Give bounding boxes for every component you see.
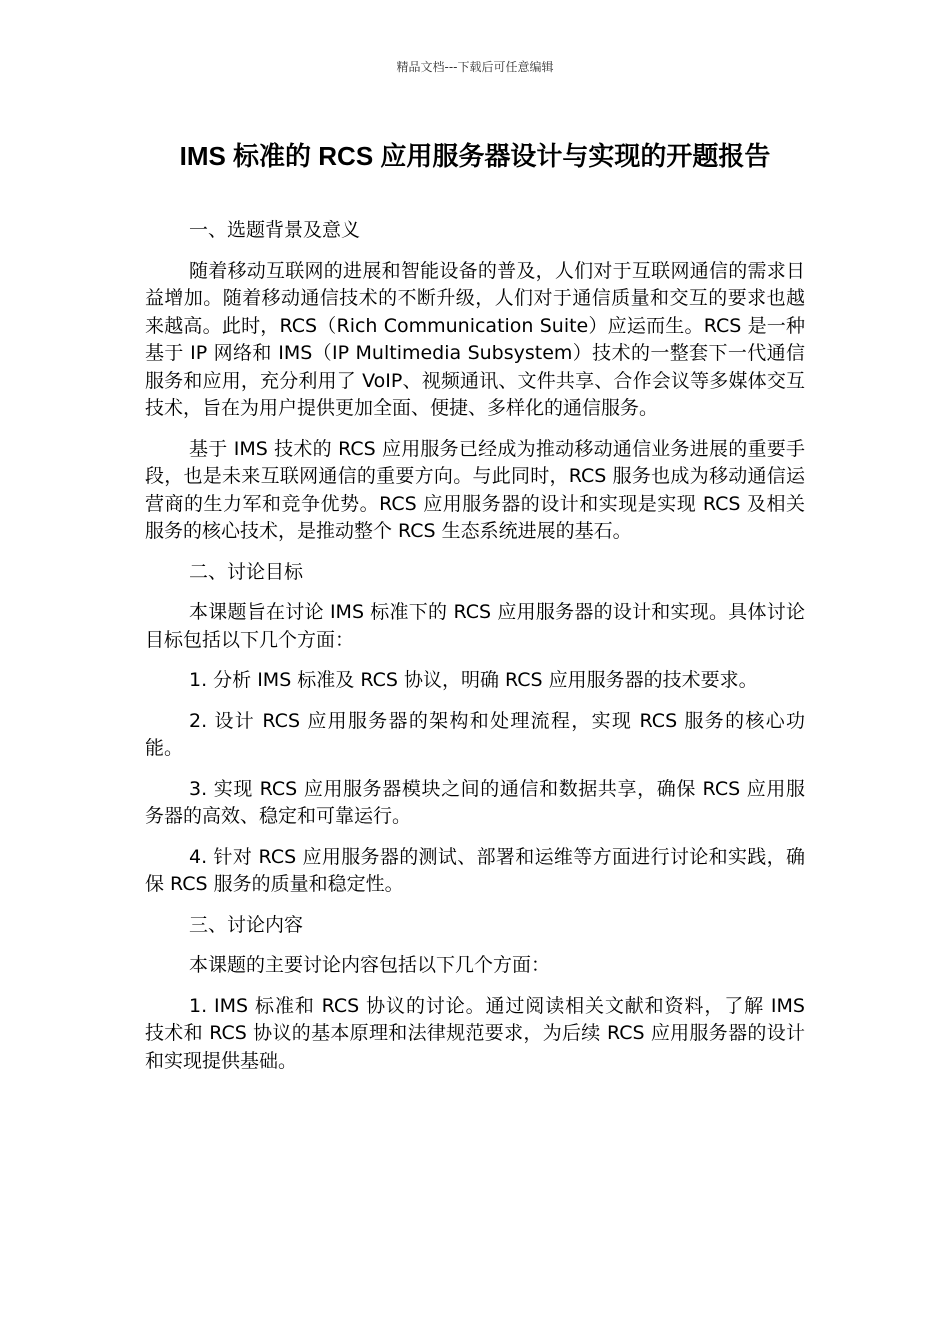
- paragraph-background-2: 基于 IMS 技术的 RCS 应用服务已经成为推动移动通信业务进展的重要手段，也是未来互联网通信的重要方向。与此同时，RCS 服务也成为移动通信运营商的生力军和竞争优势。RCS 应用服务器的设计和实现是实现 RCS 及相关服务的核心技术，是推动整个 RCS 生态系统进展的基石。: [145, 437, 805, 542]
- list-item-goal-4: 4. 针对 RCS 应用服务器的测试、部署和运维等方面进行讨论和实践，确保 RCS 服务的质量和稳定性。: [145, 845, 805, 895]
- header-note: 精品文档---下载后可任意编辑: [396, 60, 554, 74]
- section-heading-content: 三、讨论内容: [189, 913, 304, 936]
- section-heading-goals: 二、讨论目标: [189, 560, 304, 583]
- list-item-goal-3: 3. 实现 RCS 应用服务器模块之间的通信和数据共享，确保 RCS 应用服务器的高效、稳定和可靠运行。: [145, 777, 805, 827]
- paragraph-content-intro: 本课题的主要讨论内容包括以下几个方面：: [189, 954, 551, 976]
- paragraph-goals-intro: 本课题旨在讨论 IMS 标准下的 RCS 应用服务器的设计和实现。具体讨论目标包括以下几个方面：: [145, 601, 805, 651]
- list-item-goal-2: 2. 设计 RCS 应用服务器的架构和处理流程，实现 RCS 服务的核心功能。: [145, 709, 805, 759]
- paragraph-background-1: 随着移动互联网的进展和智能设备的普及，人们对于互联网通信的需求日益增加。随着移动通信技术的不断升级，人们对于通信质量和交互的要求也越来越高。此时，RCS（Rich Communication Suite）应运而生。RCS 是一种基于 IP 网络和 IMS（IP Multimedia Subsystem）技术的一整套下一代通信服务和应用，充分利用了 VoIP、视频通讯、文件共享、合作会议等多媒体交互技术，旨在为用户提供更加全面、便捷、多样化的通信服务。: [145, 259, 805, 419]
- section-heading-background: 一、选题背景及意义: [189, 219, 361, 241]
- list-item-content-1: 1. IMS 标准和 RCS 协议的讨论。通过阅读相关文献和资料，了解 IMS 技术和 RCS 协议的基本原理和法律规范要求，为后续 RCS 应用服务器的设计和实现提供基础。: [145, 994, 805, 1072]
- document-title: IMS 标准的 RCS 应用服务器设计与实现的开题报告: [179, 141, 771, 171]
- list-item-goal-1: 1. 分析 IMS 标准及 RCS 协议，明确 RCS 应用服务器的技术要求。: [189, 669, 758, 691]
- document-body: [145, 217, 805, 1088]
